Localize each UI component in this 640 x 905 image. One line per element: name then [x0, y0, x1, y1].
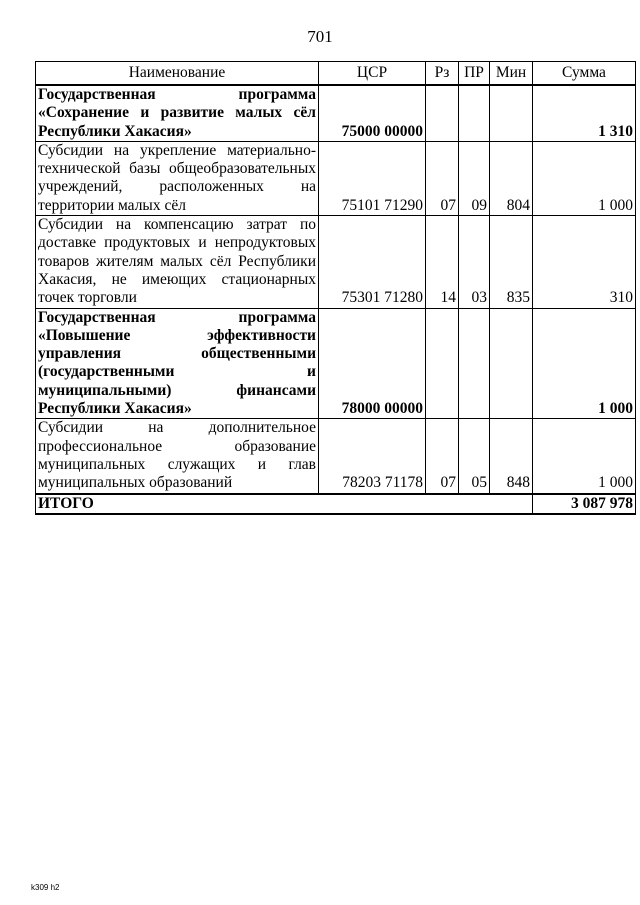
row-min: 804 — [490, 141, 533, 215]
row-name: Государственная программа «Сохранение и развитие малых сёл Республики Хакасия» — [36, 85, 319, 141]
row-pr: 03 — [459, 216, 490, 308]
row-rz: 07 — [426, 141, 459, 215]
total-sum: 3 087 978 — [533, 494, 636, 514]
row-pr: 09 — [459, 141, 490, 215]
row-pr — [459, 85, 490, 141]
table-row — [36, 308, 636, 419]
row-csr: 75301 71280 — [319, 216, 426, 308]
table-row — [36, 85, 636, 141]
header-sum: Сумма — [533, 62, 636, 86]
row-csr: 75000 00000 — [319, 85, 426, 141]
row-min: 848 — [490, 419, 533, 494]
row-min — [490, 85, 533, 141]
row-min: 835 — [490, 216, 533, 308]
row-pr: 05 — [459, 419, 490, 494]
row-csr: 78203 71178 — [319, 419, 426, 494]
total-row — [36, 494, 636, 514]
row-sum: 1 000 — [533, 308, 636, 419]
row-name: Субсидии на укрепление материально-технической базы общеобразовательных учреждений, расположенных на территории малых сёл — [36, 141, 319, 215]
table-row — [36, 419, 636, 494]
row-sum: 1 310 — [533, 85, 636, 141]
header-min: Мин — [490, 62, 533, 86]
row-sum: 310 — [533, 216, 636, 308]
row-sum: 1 000 — [533, 419, 636, 494]
row-rz — [426, 308, 459, 419]
header-pr: ПР — [459, 62, 490, 86]
header-rz: Рз — [426, 62, 459, 86]
header-name: Наименование — [36, 62, 319, 86]
total-label: ИТОГО — [36, 494, 533, 514]
row-rz: 07 — [426, 419, 459, 494]
header-csr: ЦСР — [319, 62, 426, 86]
budget-table — [35, 61, 636, 515]
footer-code: k309 h2 — [31, 883, 60, 892]
row-csr: 78000 00000 — [319, 308, 426, 419]
row-min — [490, 308, 533, 419]
row-sum: 1 000 — [533, 141, 636, 215]
table-row — [36, 141, 636, 215]
row-name: Государственная программа «Повышение эффективности управления общественными (государственными и муниципальными) финансами Республики Хакасия» — [36, 308, 319, 419]
page-number: 701 — [307, 27, 333, 46]
row-rz: 14 — [426, 216, 459, 308]
table-header-row — [36, 62, 636, 86]
row-name: Субсидии на компенсацию затрат по доставке продуктовых и непродуктовых товаров жителям малых сёл Республики Хакасия, не имеющих стационарных точек торговли — [36, 216, 319, 308]
row-rz — [426, 85, 459, 141]
row-csr: 75101 71290 — [319, 141, 426, 215]
table-row — [36, 216, 636, 308]
row-pr — [459, 308, 490, 419]
row-name: Субсидии на дополнительное профессиональное образование муниципальных служащих и глав муниципальных образований — [36, 419, 319, 494]
